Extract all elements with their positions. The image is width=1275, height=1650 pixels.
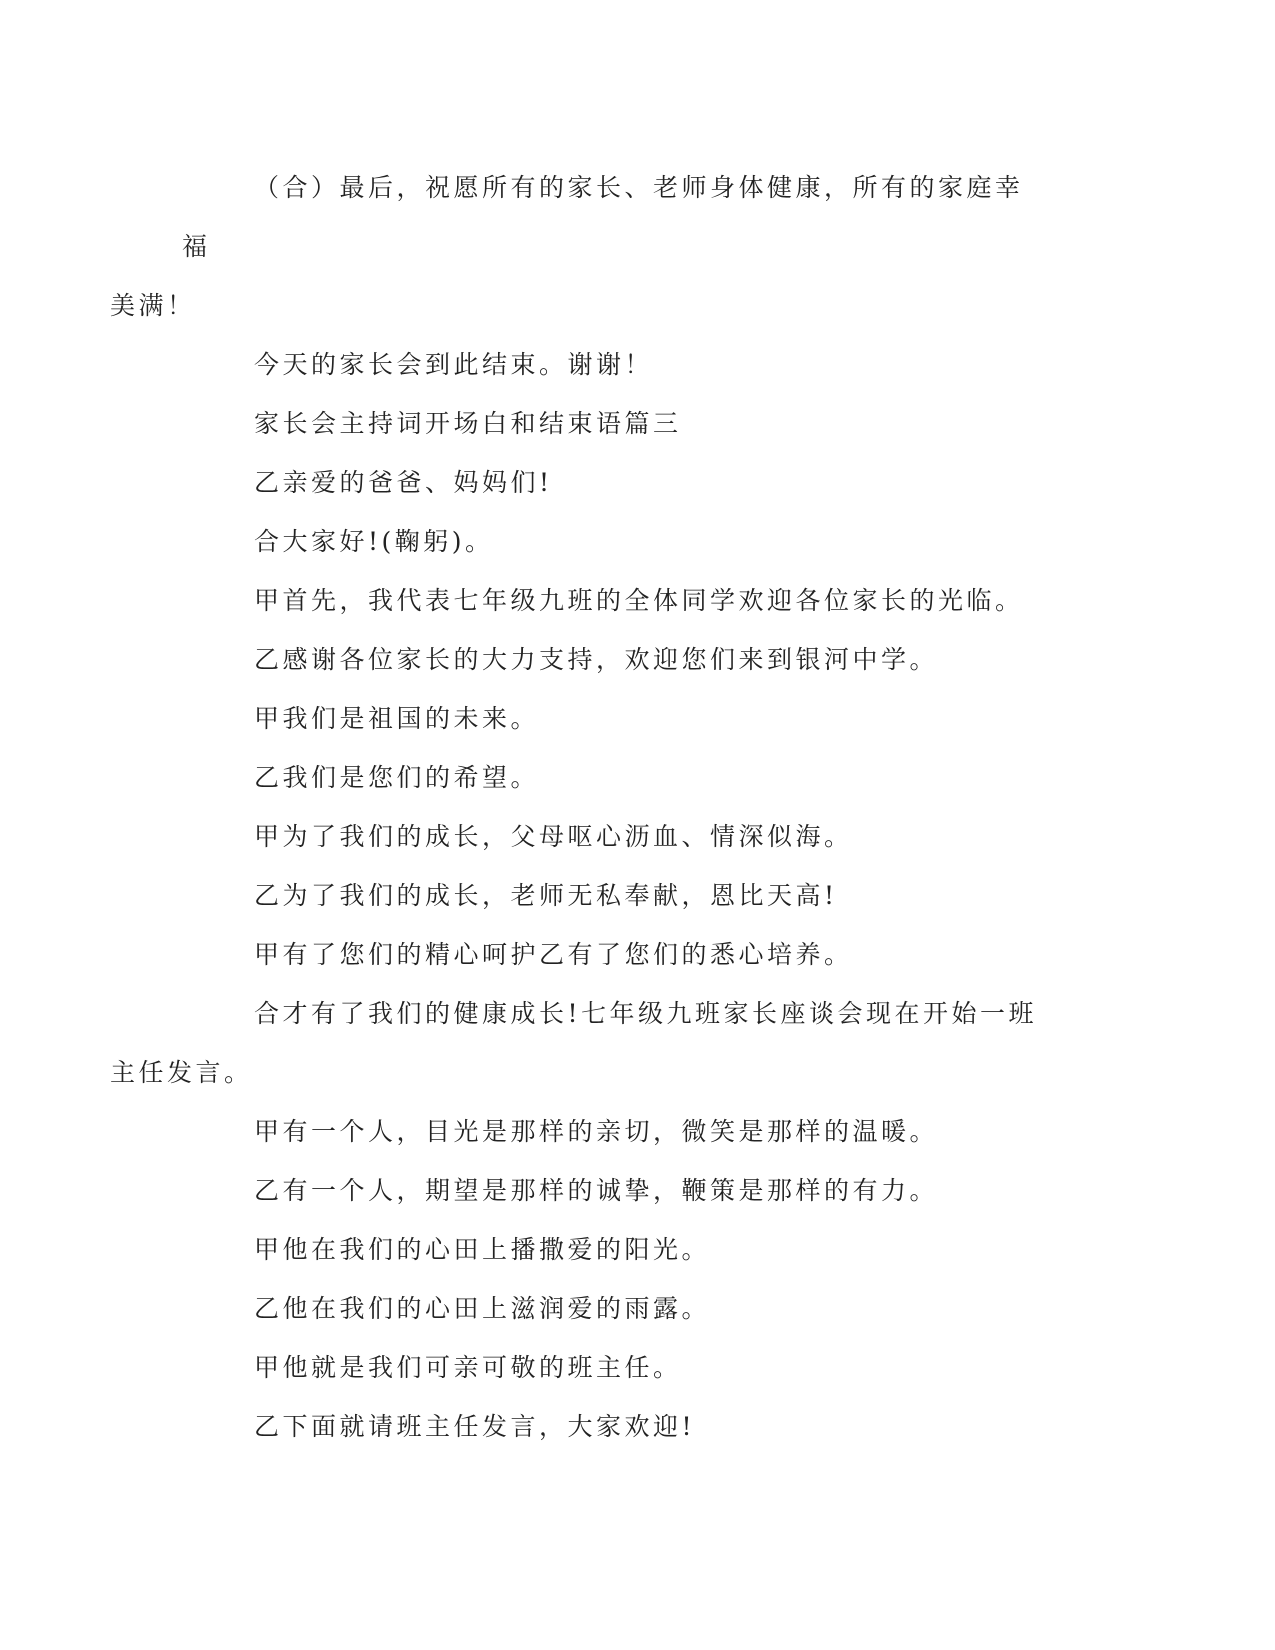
paragraph bbox=[182, 630, 1042, 689]
paragraph-line: 美满！ bbox=[110, 291, 196, 320]
paragraph bbox=[182, 571, 1042, 630]
paragraph bbox=[182, 453, 1042, 512]
paragraph-line: 甲他在我们的心田上播撒爱的阳光。 bbox=[254, 1235, 711, 1264]
paragraph-line: 合才有了我们的健康成长!七年级九班家长座谈会现在开始一班 bbox=[254, 999, 1038, 1028]
paragraph bbox=[182, 1279, 1042, 1338]
paragraph-line: 乙他在我们的心田上滋润爱的雨露。 bbox=[254, 1294, 711, 1323]
paragraph bbox=[182, 335, 1042, 394]
paragraph-line: 甲为了我们的成长，父母呕心沥血、情深似海。 bbox=[254, 822, 853, 851]
paragraph bbox=[110, 158, 1042, 335]
paragraph-line: 甲首先，我代表七年级九班的全体同学欢迎各位家长的光临。 bbox=[254, 586, 1024, 615]
paragraph bbox=[182, 1397, 1042, 1456]
paragraph-line: 今天的家长会到此结束。谢谢！ bbox=[254, 350, 654, 379]
paragraph bbox=[182, 689, 1042, 748]
paragraph bbox=[182, 748, 1042, 807]
document-body bbox=[110, 158, 1042, 1456]
paragraph bbox=[182, 1102, 1042, 1161]
paragraph bbox=[110, 984, 1042, 1102]
paragraph bbox=[182, 866, 1042, 925]
paragraph-line: 乙下面就请班主任发言，大家欢迎! bbox=[254, 1412, 696, 1441]
paragraph-line: 甲我们是祖国的未来。 bbox=[254, 704, 540, 733]
paragraph-line: 乙亲爱的爸爸、妈妈们! bbox=[254, 468, 553, 497]
paragraph-line: （合）最后，祝愿所有的家长、老师身体健康，所有的家庭幸福 bbox=[182, 173, 1024, 261]
paragraph-line: 甲他就是我们可亲可敬的班主任。 bbox=[254, 1353, 682, 1382]
paragraph-line: 合大家好!(鞠躬)。 bbox=[254, 527, 494, 556]
paragraph-line: 甲有一个人，目光是那样的亲切，微笑是那样的温暖。 bbox=[254, 1117, 939, 1146]
paragraph bbox=[182, 925, 1042, 984]
paragraph-line: 主任发言。 bbox=[110, 1058, 253, 1087]
paragraph-line: 乙为了我们的成长，老师无私奉献，恩比天高! bbox=[254, 881, 838, 910]
paragraph-line: 甲有了您们的精心呵护乙有了您们的悉心培养。 bbox=[254, 940, 853, 969]
paragraph bbox=[182, 1161, 1042, 1220]
section-heading bbox=[182, 394, 1042, 453]
paragraph-line: 家长会主持词开场白和结束语篇三 bbox=[254, 409, 682, 438]
paragraph bbox=[182, 1338, 1042, 1397]
paragraph-line: 乙我们是您们的希望。 bbox=[254, 763, 540, 792]
paragraph bbox=[182, 807, 1042, 866]
paragraph bbox=[182, 1220, 1042, 1279]
paragraph-line: 乙有一个人，期望是那样的诚挚，鞭策是那样的有力。 bbox=[254, 1176, 939, 1205]
paragraph-line: 乙感谢各位家长的大力支持，欢迎您们来到银河中学。 bbox=[254, 645, 939, 674]
paragraph bbox=[182, 512, 1042, 571]
